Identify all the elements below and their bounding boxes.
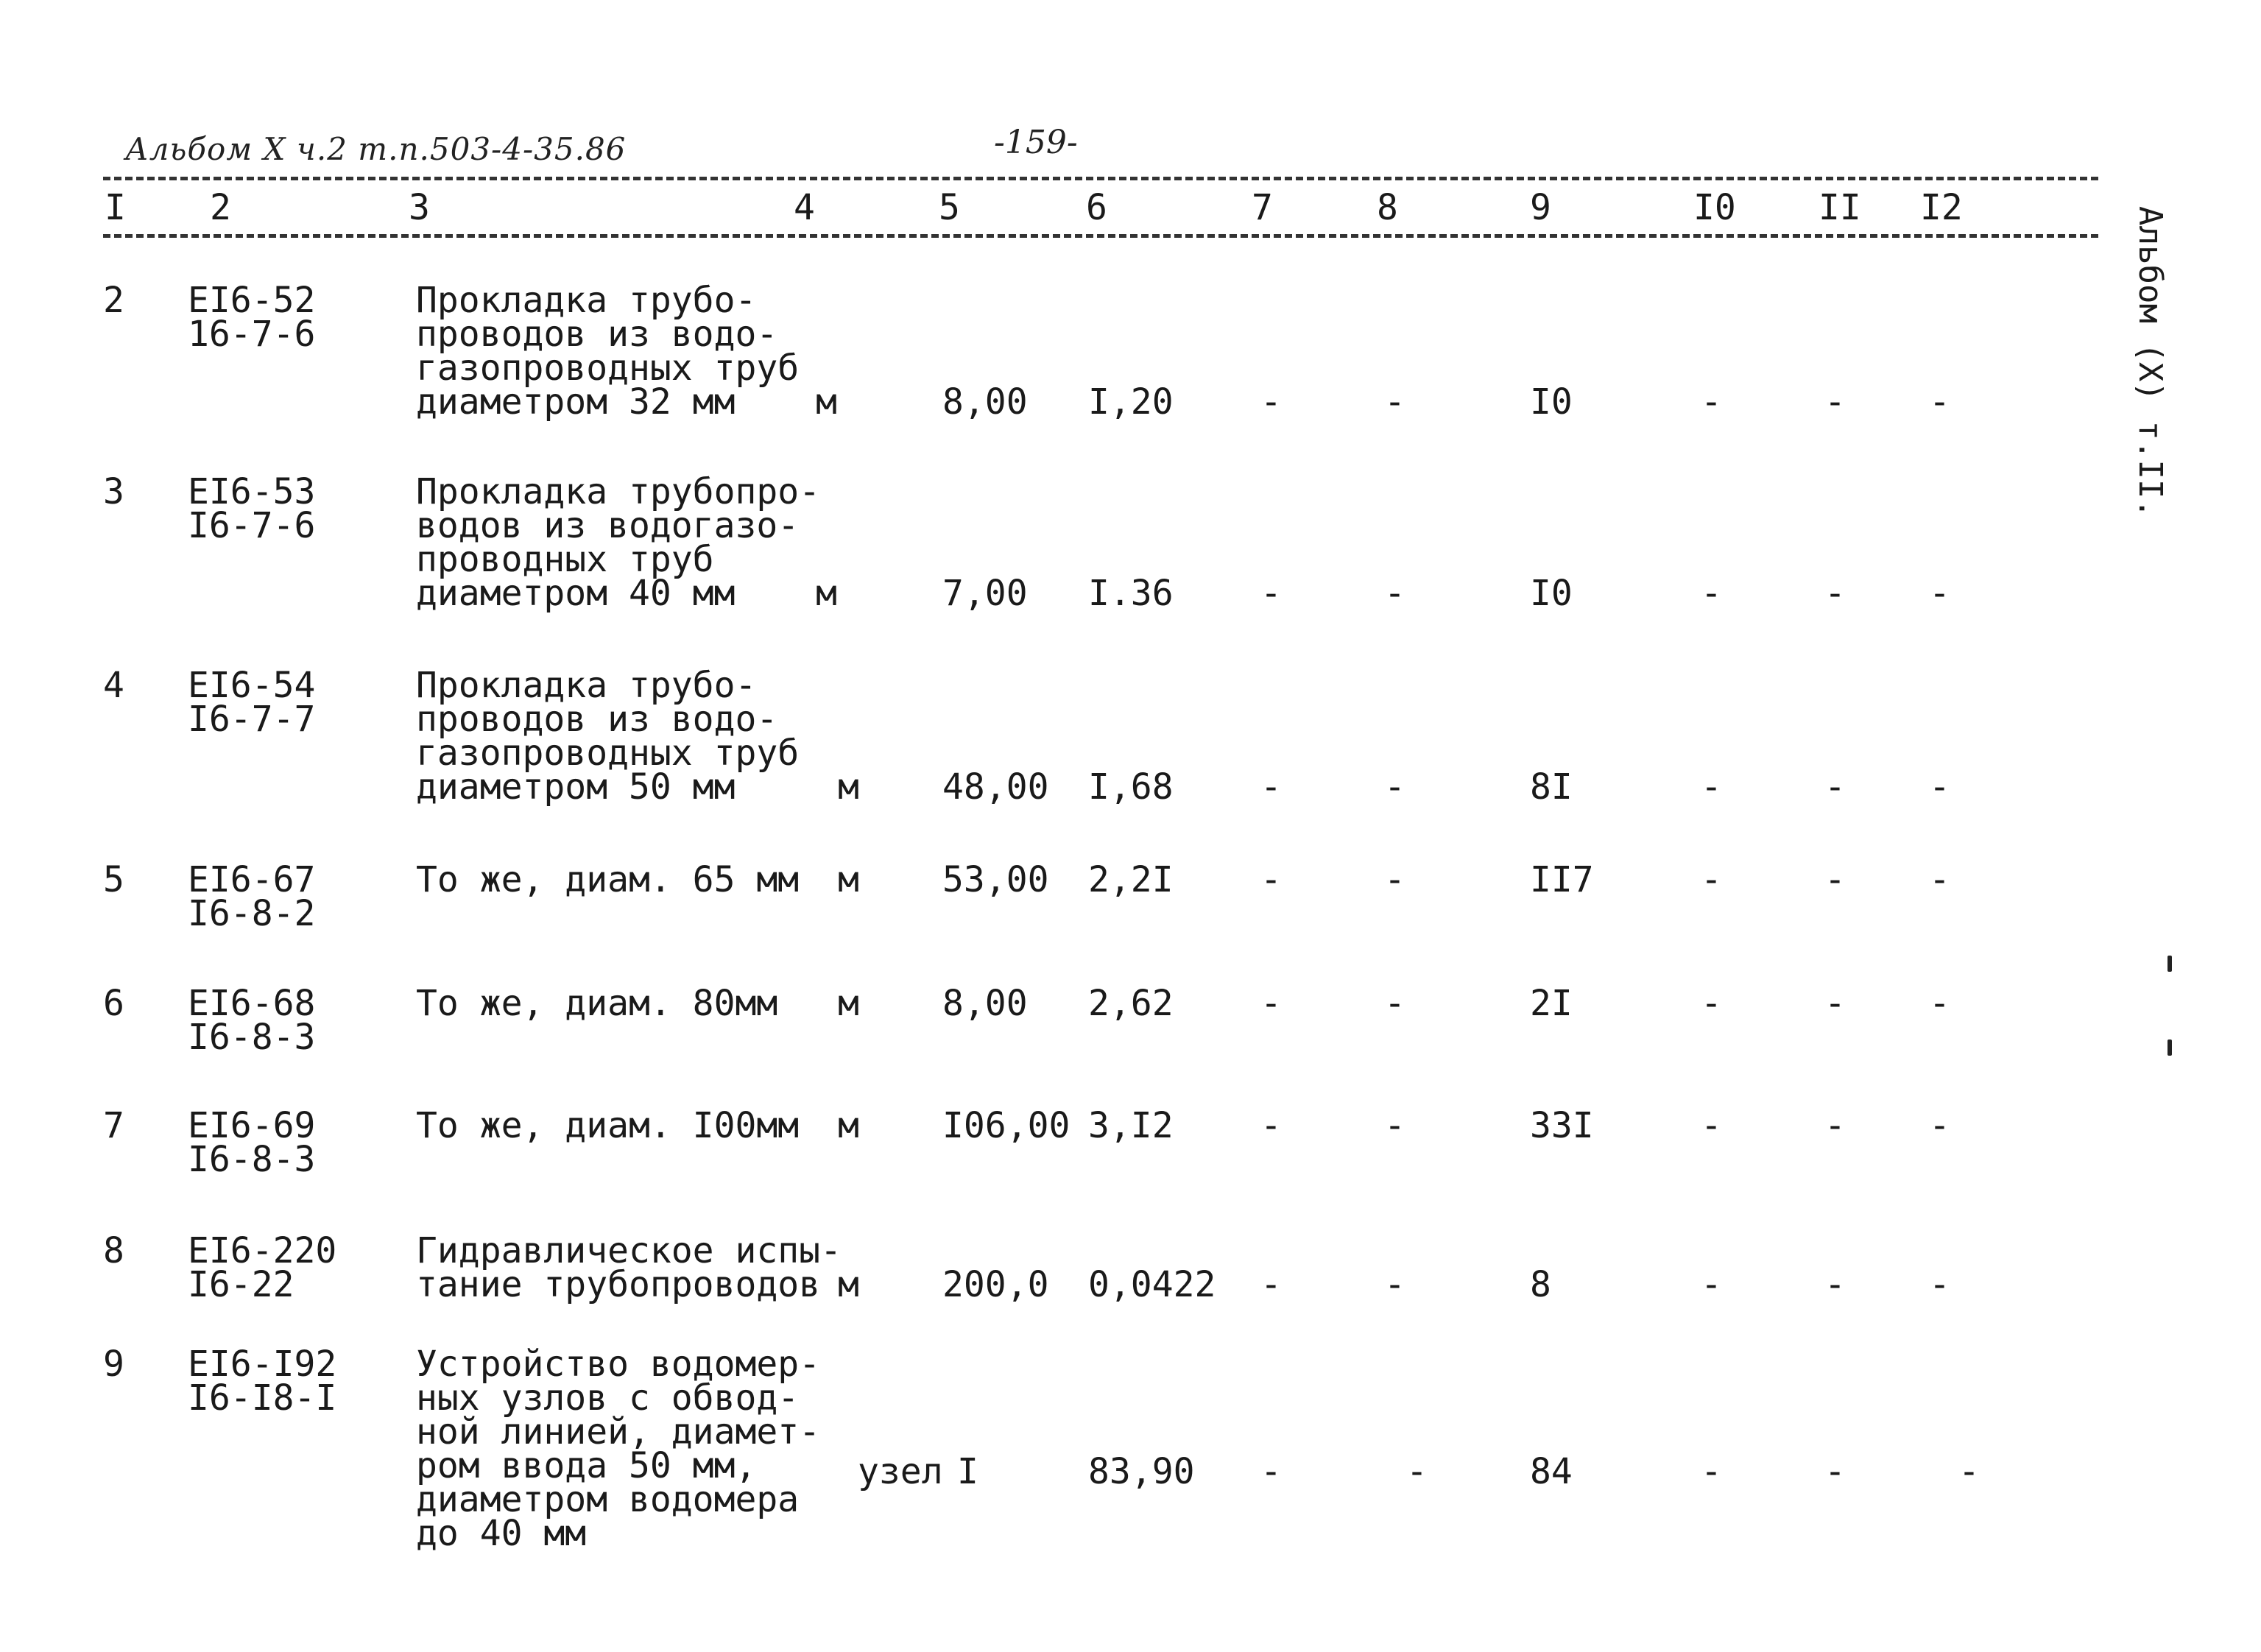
side-mark xyxy=(2167,956,2172,972)
row-number: 8 xyxy=(103,1230,124,1271)
row-value-col9: I0 xyxy=(1530,573,1573,614)
row-quantity: 48,00 xyxy=(942,766,1049,808)
row-description: Прокладка трубопро- водов из водогазо- проводных труб диаметром 40 мм xyxy=(416,471,821,614)
column-header-10: I0 xyxy=(1693,187,1736,228)
row-value-col6: 0,0422 xyxy=(1088,1264,1216,1305)
row-value-col7: - xyxy=(1260,766,1282,808)
header-top-rule xyxy=(103,177,2098,180)
row-value-col11: - xyxy=(1824,983,1846,1024)
row-value-col10: - xyxy=(1701,1451,1722,1492)
row-value-col9: I0 xyxy=(1530,381,1573,423)
row-value-col9: 8I xyxy=(1530,766,1573,808)
row-value-col9: 84 xyxy=(1530,1451,1573,1492)
side-mark xyxy=(2167,1039,2172,1056)
row-number: 5 xyxy=(103,859,124,900)
row-value-col10: - xyxy=(1701,1264,1722,1305)
row-value-col11: - xyxy=(1824,1264,1846,1305)
row-codes: EI6-67 I6-8-2 xyxy=(188,859,316,934)
row-description: Гидравлическое испы- тание трубопроводов xyxy=(416,1230,842,1305)
row-number: 9 xyxy=(103,1344,124,1385)
row-quantity: 200,0 xyxy=(942,1264,1049,1305)
row-number: 2 xyxy=(103,280,124,321)
row-codes: EI6-69 I6-8-3 xyxy=(188,1105,316,1180)
row-value-col11: - xyxy=(1824,1105,1846,1146)
row-value-col8: - xyxy=(1406,1451,1428,1492)
row-unit: м xyxy=(838,983,859,1024)
column-header-11: II xyxy=(1819,187,1861,228)
row-value-col8: - xyxy=(1384,573,1405,614)
row-quantity: I xyxy=(957,1451,978,1492)
row-value-col9: 8 xyxy=(1530,1264,1551,1305)
row-quantity: I06,00 xyxy=(942,1105,1070,1146)
row-unit: м xyxy=(816,573,837,614)
row-value-col8: - xyxy=(1384,1105,1405,1146)
row-unit: узел xyxy=(858,1451,943,1492)
row-description: Устройство водомер- ных узлов с обвод- ной линией, диамет- ром ввода 50 мм, диаметром водомера до 40 мм xyxy=(416,1344,821,1554)
row-value-col6: I,68 xyxy=(1088,766,1174,808)
row-quantity: 8,00 xyxy=(942,381,1028,423)
column-header-2: 2 xyxy=(210,187,231,228)
row-value-col12: - xyxy=(1958,1451,1980,1492)
row-number: 4 xyxy=(103,665,124,706)
row-value-col7: - xyxy=(1260,1105,1282,1146)
row-number: 6 xyxy=(103,983,124,1024)
row-value-col12: - xyxy=(1929,766,1950,808)
row-value-col8: - xyxy=(1384,983,1405,1024)
row-value-col9: II7 xyxy=(1530,859,1594,900)
row-description: Прокладка трубо- проводов из водо- газопроводных труб диаметром 32 мм xyxy=(416,280,800,423)
row-value-col10: - xyxy=(1701,983,1722,1024)
row-unit: м xyxy=(816,381,837,423)
row-value-col12: - xyxy=(1929,859,1950,900)
row-value-col11: - xyxy=(1824,573,1846,614)
row-value-col6: 3,I2 xyxy=(1088,1105,1174,1146)
row-codes: EI6-52 16-7-6 xyxy=(188,280,316,355)
row-codes: EI6-220 I6-22 xyxy=(188,1230,337,1305)
row-description: То же, диам. I00мм xyxy=(416,1105,800,1146)
row-value-col12: - xyxy=(1929,983,1950,1024)
row-unit: м xyxy=(838,766,859,808)
row-unit: м xyxy=(838,1264,859,1305)
column-header-4: 4 xyxy=(794,187,815,228)
row-value-col7: - xyxy=(1260,859,1282,900)
row-value-col11: - xyxy=(1824,859,1846,900)
row-value-col8: - xyxy=(1384,859,1405,900)
column-header-1: I xyxy=(105,187,126,228)
row-value-col11: - xyxy=(1824,1451,1846,1492)
row-value-col6: 2,62 xyxy=(1088,983,1174,1024)
row-value-col11: - xyxy=(1824,766,1846,808)
row-unit: м xyxy=(838,1105,859,1146)
row-number: 3 xyxy=(103,471,124,512)
row-value-col6: I,20 xyxy=(1088,381,1174,423)
row-value-col9: 33I xyxy=(1530,1105,1594,1146)
row-value-col8: - xyxy=(1384,381,1405,423)
album-reference: Альбом X ч.2 т.п.503-4-35.86 xyxy=(125,131,627,167)
row-value-col7: - xyxy=(1260,983,1282,1024)
column-header-12: I2 xyxy=(1920,187,1963,228)
row-description: То же, диам. 80мм xyxy=(416,983,778,1024)
row-codes: EI6-I92 I6-I8-I xyxy=(188,1344,337,1419)
column-header-3: 3 xyxy=(409,187,430,228)
row-value-col10: - xyxy=(1701,381,1722,423)
row-value-col10: - xyxy=(1701,1105,1722,1146)
row-value-col10: - xyxy=(1701,766,1722,808)
row-value-col7: - xyxy=(1260,1451,1282,1492)
row-value-col12: - xyxy=(1929,1105,1950,1146)
row-quantity: 8,00 xyxy=(942,983,1028,1024)
page-number: -159- xyxy=(994,124,1078,161)
row-value-col12: - xyxy=(1929,1264,1950,1305)
row-value-col10: - xyxy=(1701,573,1722,614)
row-description: То же, диам. 65 мм xyxy=(416,859,800,900)
column-header-6: 6 xyxy=(1086,187,1107,228)
column-header-9: 9 xyxy=(1530,187,1551,228)
side-album-label: Альбом (X) т.II. xyxy=(2131,206,2169,518)
row-value-col8: - xyxy=(1384,766,1405,808)
row-codes: EI6-53 I6-7-6 xyxy=(188,471,316,546)
row-number: 7 xyxy=(103,1105,124,1146)
row-value-col6: 83,90 xyxy=(1088,1451,1195,1492)
row-value-col10: - xyxy=(1701,859,1722,900)
row-value-col8: - xyxy=(1384,1264,1405,1305)
row-value-col7: - xyxy=(1260,1264,1282,1305)
row-value-col7: - xyxy=(1260,381,1282,423)
row-codes: EI6-54 I6-7-7 xyxy=(188,665,316,740)
row-unit: м xyxy=(838,859,859,900)
row-value-col6: 2,2I xyxy=(1088,859,1174,900)
row-quantity: 53,00 xyxy=(942,859,1049,900)
header-bottom-rule xyxy=(103,234,2098,238)
row-quantity: 7,00 xyxy=(942,573,1028,614)
row-value-col6: I.36 xyxy=(1088,573,1174,614)
row-value-col12: - xyxy=(1929,381,1950,423)
row-value-col12: - xyxy=(1929,573,1950,614)
row-value-col7: - xyxy=(1260,573,1282,614)
column-header-5: 5 xyxy=(939,187,960,228)
row-description: Прокладка трубо- проводов из водо- газопроводных труб диаметром 50 мм xyxy=(416,665,800,808)
row-value-col11: - xyxy=(1824,381,1846,423)
row-codes: EI6-68 I6-8-3 xyxy=(188,983,316,1058)
column-header-8: 8 xyxy=(1377,187,1398,228)
row-value-col9: 2I xyxy=(1530,983,1573,1024)
column-header-7: 7 xyxy=(1252,187,1273,228)
